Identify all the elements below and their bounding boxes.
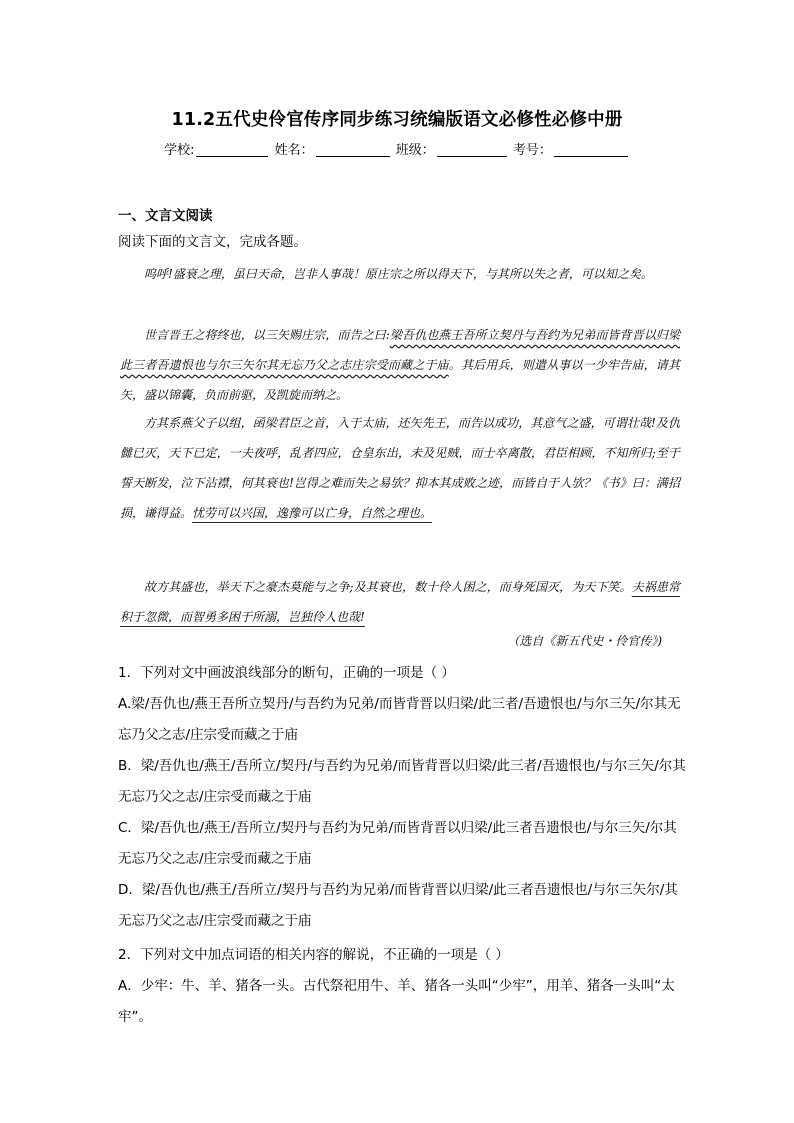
passage-paragraph-1: 呜呼!盛衰之理，虽曰天命，岂非人事哉！原庄宗之所以得天下，与其所以失之者，可以知之矣。 (144, 267, 653, 281)
id-blank[interactable] (554, 142, 628, 157)
question-1-stem: 1．下列对文中画波浪线部分的断句，正确的一项是（ ） (118, 665, 455, 681)
name-label: 姓名： (274, 143, 314, 158)
section-heading: 一、文言文阅读 (118, 208, 213, 224)
question-1 (118, 658, 688, 937)
page-title: 11.2五代史伶官传序同步练习统编版语文必修性必修中册 (171, 110, 623, 130)
passage-paragraph-3 (120, 408, 680, 528)
school-label: 学校: (164, 143, 195, 158)
name-blank[interactable] (316, 142, 390, 157)
question-1-option-b[interactable]: B．梁/吾仇也/燕王/吾所立/契丹/与吾约为兄弟/而皆背晋以归梁/此三者/吾遗恨也/与尔三矢/尔其无忘乃父之志/庄宗受而藏之于庙 (118, 758, 686, 805)
class-label: 班级： (395, 143, 435, 158)
wavy-underlined-text: 梁吾仇也燕王吾所立契丹与吾约为兄弟而皆背晋以归梁此三者吾遗恨也与尔三矢尔其无忘乃父之志庄宗受而藏之于庙 (120, 328, 680, 372)
class-blank[interactable] (437, 142, 507, 157)
passage-paragraph-2 (120, 320, 680, 410)
underlined-sentence-2: 夫祸患常积于忽微，而智勇多困于所溺，岂独伶人也哉! (120, 580, 680, 624)
p3-text: 方其系燕父子以组，函梁君臣之首，入于太庙，还矢先王，而告以成功，其意气之盛，可谓壮哉!及仇雠已灭，天下已定，一夫夜呼，乱者四应，仓皇东出，未及见贼，而士卒离散，君臣相顾，不知所归;至于誓天断发，泣下沾襟，何其衰也!岂得之难而失之易欤？抑本其成败之迹，而皆自于人欤？《书》曰：满招损，谦得益。 (120, 416, 680, 520)
section-instruction: 阅读下面的文言文，完成各题。 (118, 234, 307, 250)
question-2-stem: 2．下列对文中加点词语的相关内容的解说，不正确的一项是（ ） (118, 947, 509, 963)
id-label: 考号： (512, 143, 552, 158)
question-1-option-c[interactable]: C．梁/吾仇也/燕王/吾所立/契丹与吾约为兄弟/而皆背晋以归梁/此三者吾遗恨也/与尔三矢/尔其无忘乃父之志/庄宗受而藏之于庙 (118, 820, 677, 867)
question-2-option-a[interactable]: A．少牢：牛、羊、猪各一头。古代祭祀用牛、羊、猪各一头叫“少牢”，用羊、猪各一头叫“太牢”。 (118, 978, 675, 1025)
school-blank[interactable] (196, 142, 268, 157)
p4-text: 故方其盛也，举天下之豪杰莫能与之争;及其衰也，数十伶人困之，而身死国灭，为天下笑。 (144, 580, 632, 594)
underlined-sentence-1: 忧劳可以兴国，逸豫可以亡身，自然之理也。 (192, 506, 433, 520)
p2-rest: 。其后用兵，则遣从事以一少牢告庙，请其矢，盛以锦囊，负而前驱，及凯旋而纳之。 (120, 358, 680, 402)
question-1-option-a[interactable]: A.梁/吾仇也/燕王吾所立契丹/与吾约为兄弟/而皆背晋以归梁/此三者/吾遗恨也/与尔三矢/尔其无忘乃父之志/庄宗受而藏之于庙 (118, 696, 681, 743)
p2-text: 世言晋王之将终也，以三矢赐庄宗，而告之曰: (144, 328, 390, 342)
student-info-line (0, 139, 794, 158)
passage-paragraph-4 (120, 572, 680, 632)
question-1-option-d[interactable]: D．梁/吾仇也/燕王/吾所立/契丹与吾约为兄弟/而皆背晋以归梁/此三者吾遗恨也/与尔三矢尔/其无忘乃父之志/庄宗受而藏之于庙 (118, 882, 678, 929)
passage-source: （选自《新五代史・伶官传》) (507, 634, 662, 648)
question-2 (118, 940, 688, 1033)
